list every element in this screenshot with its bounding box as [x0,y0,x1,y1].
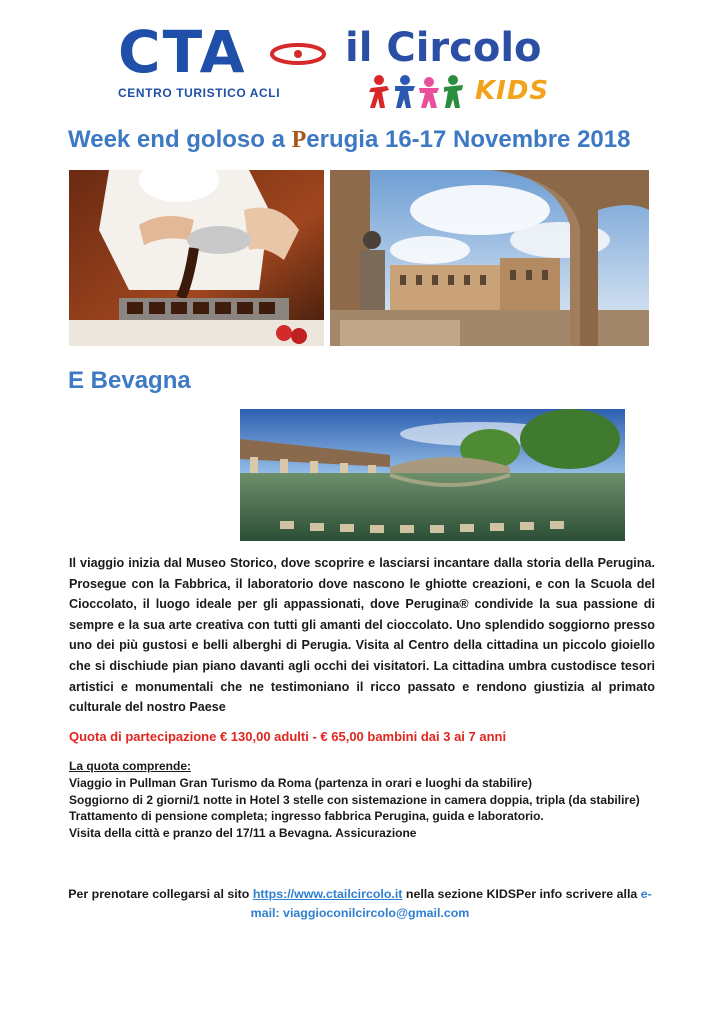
includes-item: Visita della città e pranzo del 17/11 a Bevagna. Assicurazione [69,826,417,841]
circolo-logo-title: il Circolo [345,25,542,71]
section-subtitle: E Bevagna [68,367,191,394]
kids-figures-icon [367,74,467,114]
includes-item: Trattamento di pensione completa; ingresso fabbrica Perugina, guida e laboratorio. [69,809,544,824]
bevagna-bridge-photo [240,409,625,541]
email-link[interactable]: viaggioconilcircolo@gmail.com [283,906,470,920]
price-line: Quota di partecipazione € 130,00 adulti - € 65,00 bambini dai 3 ai 7 anni [69,729,507,744]
title-text-end: erugia 16-17 Novembre 2018 [306,126,631,153]
includes-item: Viaggio in Pullman Gran Turismo da Roma (partenza in orari e luoghi da stabilire) [69,775,532,790]
cta-logo-letters: CTA [118,18,247,86]
booking-info [60,885,660,923]
kids-logo-word: KIDS [475,76,550,106]
cta-logo-subtitle: CENTRO TURISTICO ACLI [118,86,281,100]
booking-middle: nella sezione KIDSPer info scrivere alla [402,887,641,901]
trip-description: Il viaggio inizia dal Museo Storico, dove scoprire e lasciarsi incantare dalla storia della Perugina. Prosegue con la Fabbrica, il laboratorio dove nascono le ghiotte creazioni, e con la Scuola del Cioccolato, il luogo ideale per gli appassionati, dove Perugina® condivide la sua passione di sempre e la sua arte creativa con tutti gli amanti del cioccolato. Uno splendido soggiorno presso uno dei più gustosi e belli alberghi di Perugia. Visita al Centro della cittadina un piccolo gioiello che si dischiude pian piano davanti agli occhi dei visitatori. La cittadina umbra custodisce tesori artistici e monumentali che ne testimoniano il ricco passato e rendono giustizia al primato culturale del nostro Paese [69,556,655,715]
page-title [68,126,668,154]
cta-swoosh-icon [268,28,328,78]
includes-section [69,758,659,842]
circolo-kids-logo [345,22,585,104]
chocolate-making-photo [69,170,324,346]
website-link[interactable]: https://www.ctailcircolo.it [252,887,403,901]
includes-item: Soggiorno di 2 giorni/1 notte in Hotel 3 stelle con sistemazione in camera doppia, tripla (da stabilire) [69,792,640,807]
title-text-start: Week end goloso a [68,126,292,153]
includes-heading: La quota comprende: [69,759,192,773]
email-label: e-mail: [250,887,652,920]
perugia-square-photo [330,170,649,346]
title-decorated-initial: P [291,127,307,153]
cta-logo [118,18,328,104]
booking-prefix: Per prenotare collegarsi al sito [68,887,253,901]
